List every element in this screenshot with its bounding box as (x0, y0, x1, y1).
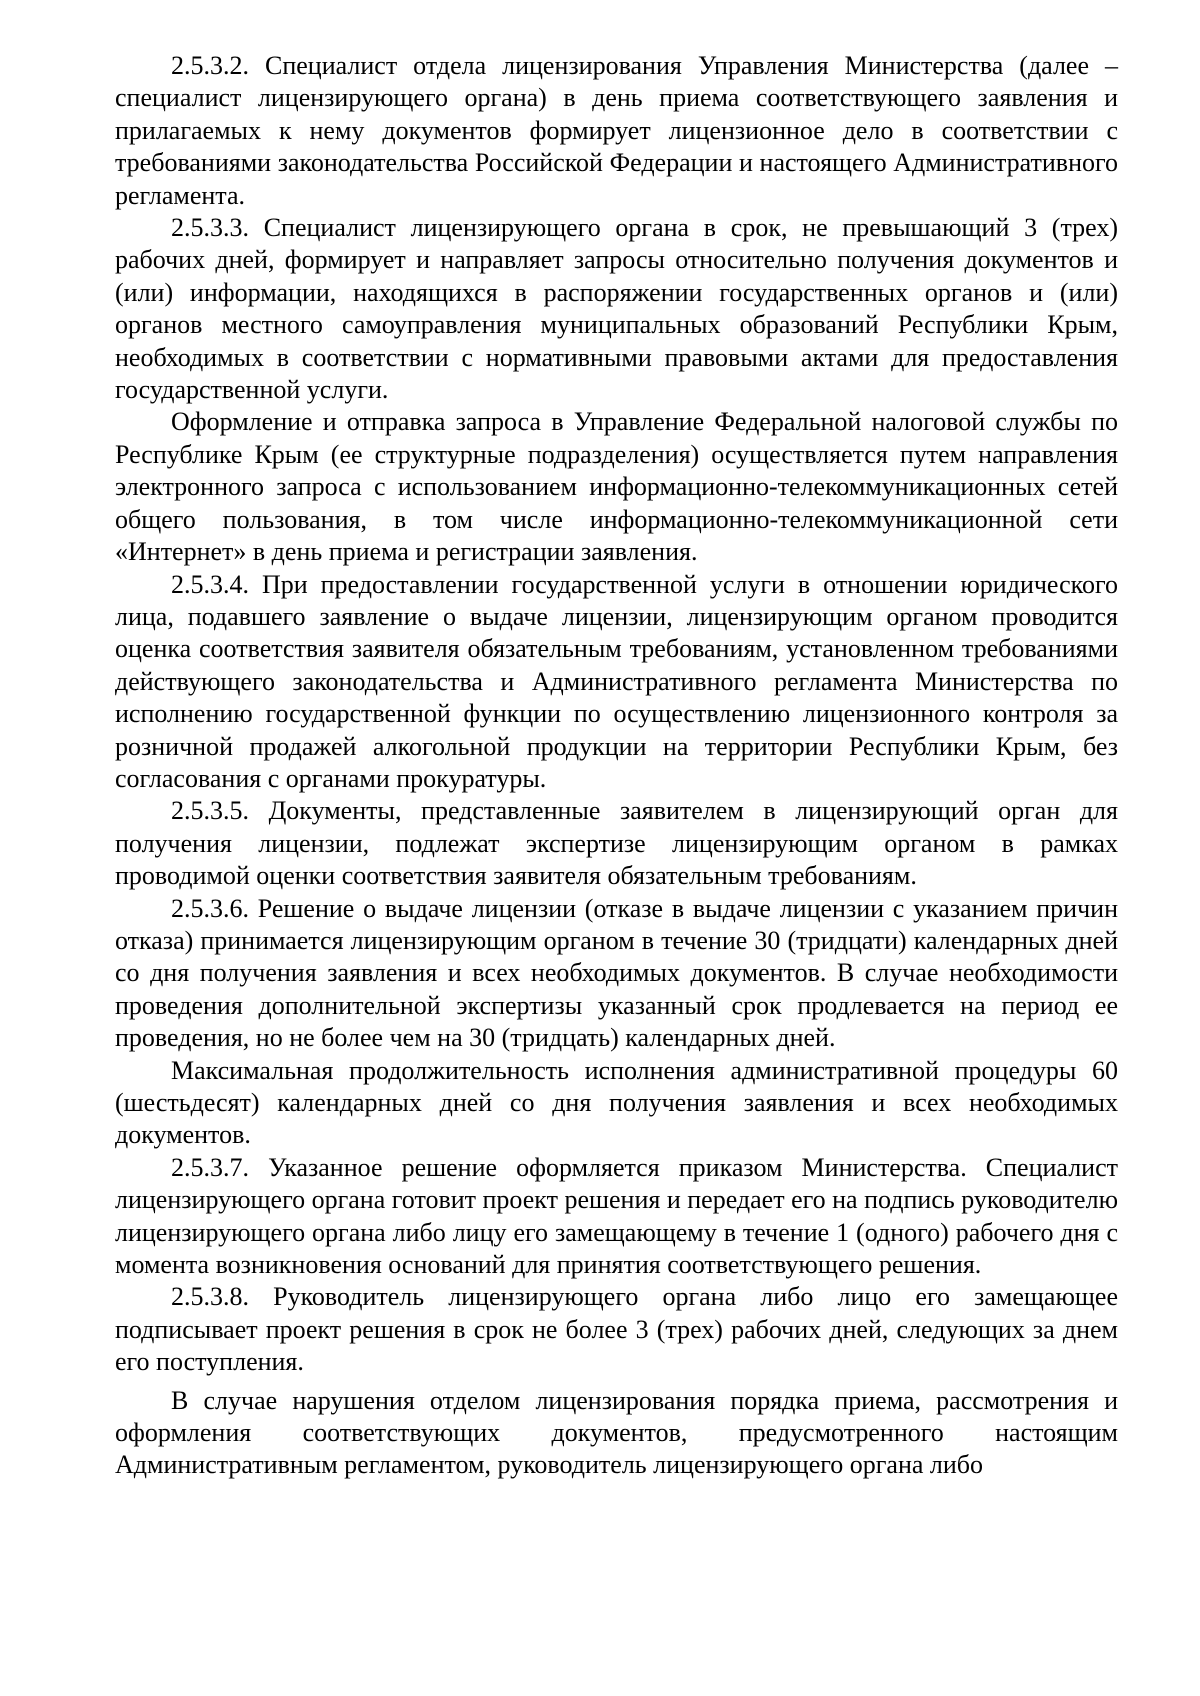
paragraph-violation-case: В случае нарушения отделом лицензирования порядка приема, рассмотрения и оформления соответствующих документов, предусмотренного настоящим Административным регламентом, руководитель лицензирующего органа либо (115, 1385, 1118, 1480)
paragraph-2-5-3-6: 2.5.3.6. Решение о выдаче лицензии (отказе в выдаче лицензии с указанием причин отказа) принимается лицензирующим органом в течение 30 (тридцати) календарных дней со дня получения заявления и всех необходимых документов. В случае необходимости проведения дополнительной экспертизы указанный срок продлевается на период ее проведения, но не более чем на 30 (тридцать) календарных дней. (115, 893, 1118, 1053)
paragraph-request-procedure: Оформление и отправка запроса в Управление Федеральной налоговой службы по Республике Крым (ее структурные подразделения) осуществляется путем направления электронного запроса с использованием информационно-телекоммуникационных сетей общего пользования, в том числе информационно-телекоммуникационной сети «Интернет» в день приема и регистрации заявления. (115, 407, 1118, 567)
paragraph-max-duration: Максимальная продолжительность исполнения административной процедуры 60 (шестьдесят) календарных дней со дня получения заявления и всех необходимых документов. (115, 1055, 1118, 1150)
paragraph-2-5-3-7: 2.5.3.7. Указанное решение оформляется приказом Министерства. Специалист лицензирующего органа готовит проект решения и передает его на подпись руководителю лицензирующего органа либо лицу его замещающему в течение 1 (одного) рабочего дня с момента возникновения оснований для принятия соответствующего решения. (115, 1152, 1118, 1280)
paragraph-2-5-3-8: 2.5.3.8. Руководитель лицензирующего органа либо лицо его замещающее подписывает проект решения в срок не более 3 (трех) рабочих дней, следующих за днем его поступления. (115, 1282, 1118, 1377)
document-page (115, 50, 1118, 1482)
paragraph-2-5-3-4: 2.5.3.4. При предоставлении государственной услуги в отношении юридического лица, подавшего заявление о выдаче лицензии, лицензирующим органом проводится оценка соответствия заявителя обязательным требованиям, установленном требованиями действующего законодательства и Административного регламента Министерства по исполнению государственной функции по осуществлению лицензионного контроля за розничной продажей алкогольной продукции на территории Республики Крым, без согласования с органами прокуратуры. (115, 569, 1118, 793)
paragraph-2-5-3-2: 2.5.3.2. Специалист отдела лицензирования Управления Министерства (далее – специалист лицензирующего органа) в день приема соответствующего заявления и прилагаемых к нему документов формирует лицензионное дело в соответствии с требованиями законодательства Российской Федерации и настоящего Административного регламента. (115, 51, 1118, 210)
paragraph-2-5-3-3: 2.5.3.3. Специалист лицензирующего органа в срок, не превышающий 3 (трех) рабочих дней, формирует и направляет запросы относительно получения документов и (или) информации, находящихся в распоряжении государственных органов и (или) органов местного самоуправления муниципальных образований Республики Крым, необходимых в соответствии с нормативными правовыми актами для предоставления государственной услуги. (115, 213, 1118, 405)
paragraph-2-5-3-5: 2.5.3.5. Документы, представленные заявителем в лицензирующий орган для получения лицензии, подлежат экспертизе лицензирующим органом в рамках проводимой оценки соответствия заявителя обязательным требованиям. (115, 796, 1118, 891)
